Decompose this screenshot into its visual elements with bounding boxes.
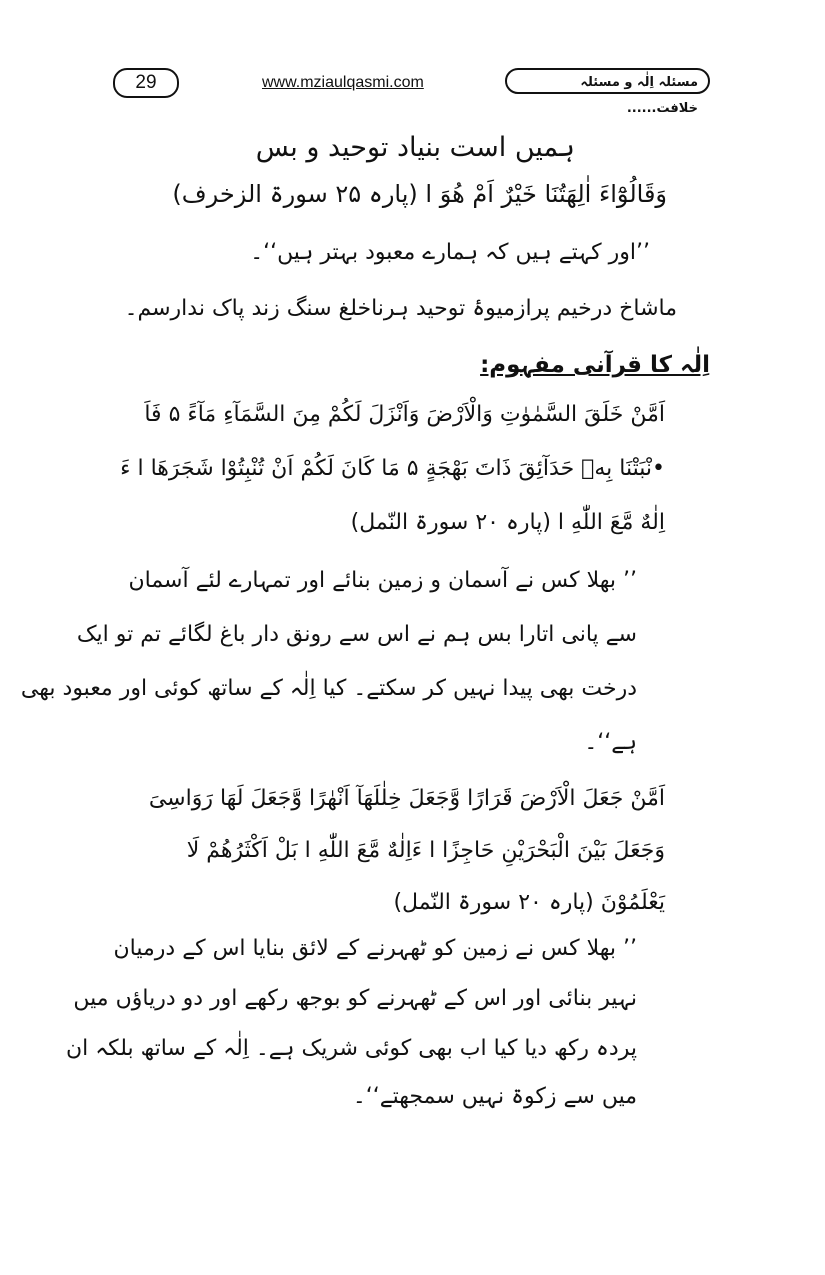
arabic-verse-line: اَمَّنْ جَعَلَ الْاَرْضَ قَرَارًا وَّجَعَلَ خِلٰلَھَآ اَنْھٰرًا وَّجَعَلَ لَھَا رَوَاسِیَ <box>148 786 665 811</box>
arabic-verse-line: •نْبَتْنَا بِهٖ حَدَآئِقَ ذَاتَ بَھْجَةٍ ۵ مَا کَانَ لَکُمْ اَنْ تُنْبِتُوْا شَجَرَھَا ا ءَ <box>120 456 665 481</box>
persian-verse-line: ہمیں است بنیاد توحید و بس <box>255 132 575 163</box>
arabic-verse-line: اِلٰهٌ مَّعَ اللّٰهِ ا (پارہ ۲۰ سورۃ النّمل) <box>350 510 665 535</box>
arabic-verse-line: یَعْلَمُوْنَ (پارہ ۲۰ سورۃ النّمل) <box>393 890 665 915</box>
translation-line: ’’اور کہتے ہیں کہ ہمارے معبود بہتر ہیں‘‘۔ <box>250 240 650 265</box>
urdu-translation-line: ’’ بھلا کس نے زمین کو ٹھہرنے کے لائق بنایا اس کے درمیان <box>113 936 637 961</box>
website-link[interactable]: www.mziaulqasmi.com <box>262 74 424 91</box>
urdu-translation-line: میں سے زکوۃ نہیں سمجھتے‘‘۔ <box>352 1084 637 1109</box>
arabic-verse-line: وَجَعَلَ بَیْنَ الْبَحْرَیْنِ حَاجِزًا ا ءَاِلٰهٌ مَّعَ اللّٰهِ ا بَلْ اَکْثَرُھُمْ لَا <box>186 838 665 863</box>
arabic-verse-line: اَمَّنْ خَلَقَ السَّمٰوٰتِ وَالْاَرْضَ وَاَنْزَلَ لَکُمْ مِنَ السَّمَآءِ مَآءً ۵ فَاَ <box>144 402 665 427</box>
section-heading: اِلٰہ کا قرآنی مفہوم: <box>480 352 710 378</box>
urdu-translation-line: ہے‘‘۔ <box>584 730 637 755</box>
book-title: مسئلہ اِلٰہ و مسئلہ خلافت...... <box>505 68 710 94</box>
arabic-verse-zukhruf: وَقَالُوْٓاءَ اٰلِھَتُنَا خَیْرٌ اَمْ ھُوَ ا (پارہ ۲۵ سورۃ الزخرف) <box>172 180 667 208</box>
urdu-translation-line: ’’ بھلا کس نے آسمان و زمین بنائے اور تمہارے لئے آسمان <box>128 568 637 593</box>
page-number: 29 <box>113 68 179 98</box>
persian-couplet-line: ماشاخ درخیم پرازمیوۂ توحید ہرناخلغ سنگ زند پاک ندارسم۔ <box>124 296 677 321</box>
urdu-translation-line: پردہ رکھ دیا کیا اب بھی کوئی شریک ہے۔ اِلٰہ کے ساتھ بلکہ ان <box>65 1036 637 1061</box>
urdu-translation-line: درخت بھی پیدا نہیں کر سکتے۔ کیا اِلٰہ کے ساتھ کوئی اور معبود بھی <box>20 676 637 701</box>
urdu-translation-line: سے پانی اتارا بس ہم نے اس سے رونق دار باغ لگائے تم تو ایک <box>76 622 637 647</box>
urdu-translation-line: نہیر بنائی اور اس کے ٹھہرنے کو بوجھ رکھے اور دو دریاؤں میں <box>73 986 637 1011</box>
